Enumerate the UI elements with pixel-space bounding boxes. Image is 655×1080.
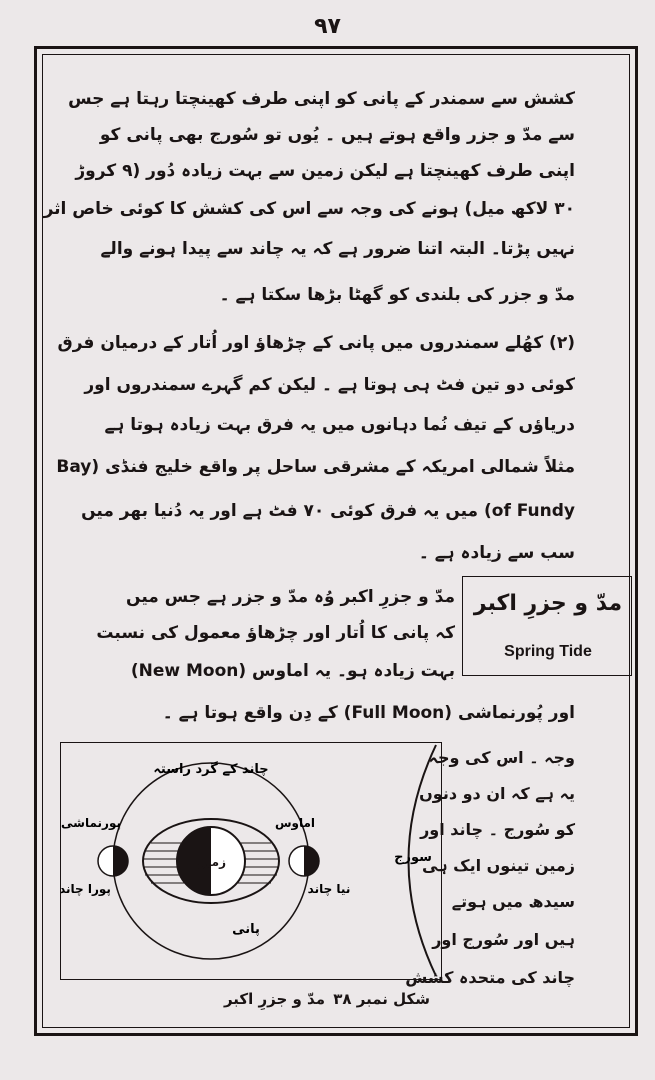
paragraph-1-line: اپنی طرف کھینچتا ہے لیکن زمین سے بہت زیادہ دُور (۹ کروڑ (75, 161, 575, 181)
page-number: ۹۷ (314, 14, 341, 39)
paragraph-2-line: (۲) کھُلے سمندروں میں پانی کے چڑھاؤ اور اُتار کے درمیان فرق (57, 333, 575, 353)
side-text-line: ہیں اور سُورج اور (432, 930, 575, 949)
definition-line: اور پُورنماشی (Full Moon) کے دِن واقع ہوتا ہے ۔ (162, 703, 575, 723)
side-text-line: زمین تینوں ایک ہی (422, 856, 575, 875)
paragraph-2-line: of Fundy) میں یہ فرق کوئی ۷۰ فٹ ہے اور یہ دُنیا بھر میں (81, 501, 575, 521)
spring-tide-diagram (60, 742, 442, 980)
paragraph-1-line: سے مدّ و جزر واقع ہوتے ہیں ۔ یُوں تو سُورج بھی پانی کو (99, 125, 575, 145)
diagram-svg (61, 743, 440, 978)
paragraph-2-line: کوئی دو تین فٹ ہی ہوتا ہے ۔ لیکن کم گہرے سمندروں اور (84, 375, 575, 395)
full-moon-label: پورا چاند (61, 882, 111, 896)
definition-line: کہ پانی کا اُتار اور چڑھاؤ معمول کی نسبت (96, 623, 455, 643)
paragraph-1-line: مدّ و جزر کی بلندی کو گھٹا بڑھا سکتا ہے ۔ (219, 285, 575, 305)
paragraph-1-line: نہیں پڑتا۔ البتہ اتنا ضرور ہے کہ یہ چاند سے پیدا ہونے والے (100, 239, 575, 259)
earth-label: زمین (195, 855, 227, 869)
spring-tide-urdu-heading: مدّ و جزرِ اکبر (473, 591, 623, 616)
purnamashi-label: پورنماشی (61, 816, 121, 830)
water-label: پانی (232, 922, 260, 937)
side-text-line: وجہ ۔ اس کی وجہ (428, 748, 575, 767)
paragraph-2-line: دریاؤں کے تیف نُما دہانوں میں یہ فرق بہت زیادہ ہوتا ہے (104, 415, 575, 435)
side-text-line: چاند کی متحدہ کشش (405, 968, 575, 987)
side-text-line: سیدھ میں ہوتے (451, 892, 575, 911)
spring-tide-english-heading: Spring Tide (504, 643, 592, 660)
amavas-label: اماوس (274, 816, 316, 830)
spring-tide-heading-box (462, 576, 632, 676)
figure-caption-title: مدّ و جزرِ اکبر (223, 990, 325, 1008)
paragraph-1-line: کشش سے سمندر کے پانی کو اپنی طرف کھینچتا رہتا ہے جس (68, 89, 575, 109)
paragraph-1-line: ۳۰ لاکھ میل) ہونے کی وجہ سے اس کی کشش کا کوئی خاص اثر (43, 199, 575, 219)
moon-orbit-label: چاند کے گرد راستہ (153, 762, 269, 777)
sun-label: سورج (394, 850, 432, 865)
side-text-line: یہ ہے کہ ان دو دنوں (419, 784, 575, 803)
definition-line: مدّ و جزرِ اکبر وُہ مدّ و جزر ہے جس میں (126, 587, 455, 607)
paragraph-2-line: مثلاً شمالی امریکہ کے مشرقی ساحل پر واقع خلیج فنڈی (Bay (56, 457, 575, 477)
figure-caption-number: شکل نمبر ۳۸ (333, 990, 430, 1008)
new-moon-label: نیا چاند (307, 882, 351, 896)
paragraph-2-line: سب سے زیادہ ہے ۔ (418, 543, 575, 563)
side-text-line: کو سُورج ۔ چاند اور (420, 820, 575, 839)
definition-line: بہت زیادہ ہو۔ یہ اماوس (New Moon) (130, 661, 455, 681)
